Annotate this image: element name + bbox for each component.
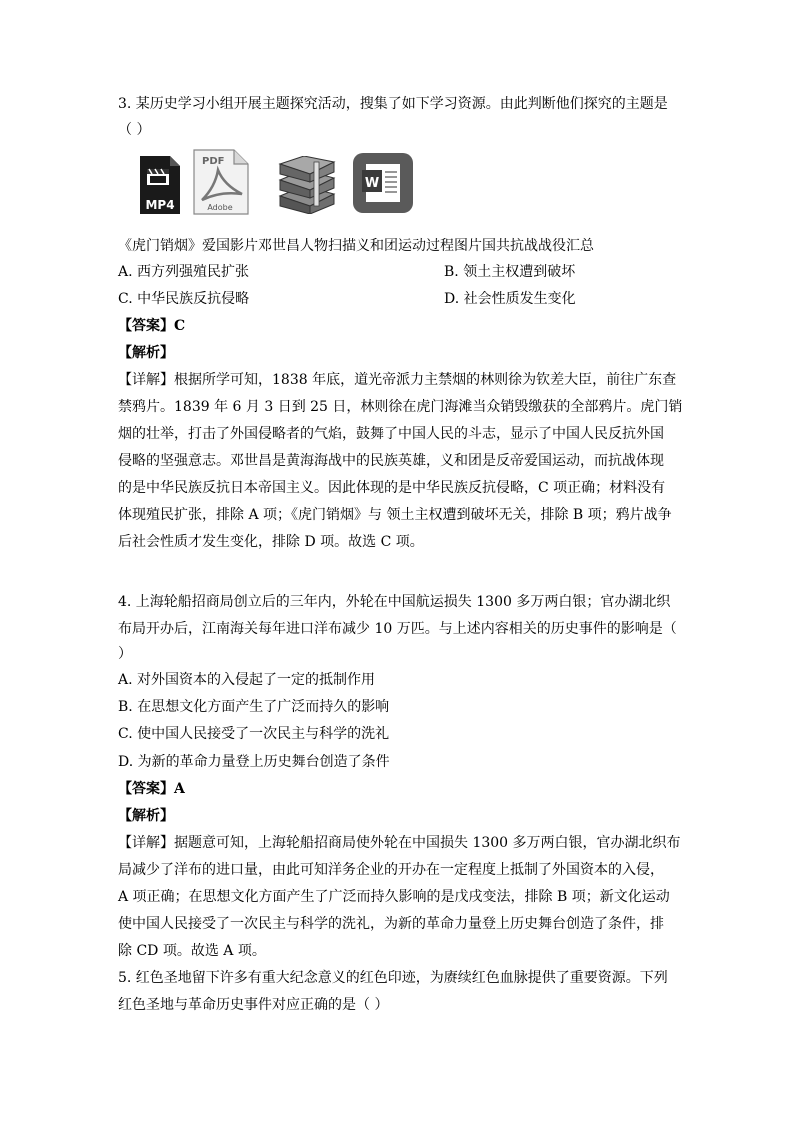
q3-option-c: C. 中华民族反抗侵略 [118, 291, 250, 307]
q4-stem-line-3: ） [118, 646, 132, 662]
q5-stem-line-1: 5. 红色圣地留下许多有重大纪念意义的红色印迹，为赓续红色血脉提供了重要资源。下列 [118, 970, 668, 986]
q3-detail-line: 侵略的坚强意志。邓世昌是黄海海战中的民族英雄，义和团是反帝爱国运动，而抗战体现 [118, 453, 664, 469]
word-document-icon [352, 152, 414, 214]
q4-detail-line: 【详解】据题意可知，上海轮船招商局使外轮在中国损失 1300 多万两白银，官办湖北织布 [118, 835, 681, 851]
q4-option-c: C. 使中国人民接受了一次民主与科学的洗礼 [118, 726, 390, 742]
q3-option-d: D. 社会性质发生变化 [444, 291, 576, 307]
mp4-label: MP4 [145, 198, 175, 212]
archive-icon [274, 156, 340, 214]
q3-resource-captions: 《虎门销烟》爱国影片邓世昌人物扫描义和团运动过程图片国共抗战战役汇总 [118, 238, 594, 254]
q3-detail-line: 后社会性质才发生变化，排除 D 项。故选 C 项。 [118, 534, 424, 550]
q3-answer: 【答案】C [118, 318, 186, 334]
resource-icons [138, 152, 418, 218]
q4-detail-line: 除 CD 项。故选 A 项。 [118, 943, 266, 959]
word-label: W [364, 176, 380, 191]
q4-answer: 【答案】A [118, 781, 185, 797]
q4-stem-line-2: 布局开办后，江南海关每年进口洋布减少 10 万匹。与上述内容相关的历史事件的影响是（ [118, 621, 677, 637]
mp4-file-icon [138, 152, 182, 218]
q4-detail-line: 使中国人民接受了一次民主与科学的洗礼，为新的革命力量登上历史舞台创造了条件，排 [118, 916, 664, 932]
pdf-file-icon [190, 148, 254, 218]
q4-detail-line: 局减少了洋布的进口量，由此可知洋务企业的开办在一定程度上抵制了外国资本的入侵， [118, 862, 664, 878]
q4-detail-line: A 项正确；在思想文化方面产生了广泛而持久影响的是戊戌变法，排除 B 项；新文化运动 [118, 889, 670, 905]
q4-option-b: B. 在思想文化方面产生了广泛而持久的影响 [118, 699, 390, 715]
q4-option-a: A. 对外国资本的入侵起了一定的抵制作用 [118, 672, 376, 688]
q3-analysis-heading: 【解析】 [118, 345, 174, 361]
q3-detail-line: 禁鸦片。1839 年 6 月 3 日到 25 日，林则徐在虎门海滩当众销毁缴获的全部鸦片。虎门销 [118, 399, 683, 415]
q4-option-d: D. 为新的革命力量登上历史舞台创造了条件 [118, 754, 390, 770]
q3-detail-line: 体现殖民扩张，排除 A 项；《虎门销烟》与 领土主权遭到破坏无关，排除 B 项；鸦片战争 [118, 507, 672, 523]
q5-stem-line-2: 红色圣地与革命历史事件对应正确的是（ ） [118, 997, 389, 1013]
q3-detail-line: 的是中华民族反抗日本帝国主义。因此体现的是中华民族反抗侵略，C 项正确；材料没有 [118, 480, 666, 496]
q4-analysis-heading: 【解析】 [118, 808, 174, 824]
q3-detail-line: 烟的壮举，打击了外国侵略者的气焰，鼓舞了中国人民的斗志，显示了中国人民反抗外国 [118, 426, 664, 442]
q3-option-a: A. 西方列强殖民扩张 [118, 264, 250, 280]
q3-detail-line: 【详解】根据所学可知，1838 年底，道光帝派力主禁烟的林则徐为钦差大臣，前往广东查 [118, 372, 677, 388]
adobe-label: Adobe [207, 203, 233, 212]
q4-stem-line-1: 4. 上海轮船招商局创立后的三年内，外轮在中国航运损失 1300 多万两白银；官办湖北织 [118, 594, 671, 610]
pdf-label: PDF [202, 156, 225, 167]
q3-stem-line-1: 3. 某历史学习小组开展主题探究活动，搜集了如下学习资源。由此判断他们探究的主题是 [118, 96, 668, 112]
q3-stem-line-2: （ ） [118, 122, 151, 138]
q3-option-b: B. 领土主权遭到破坏 [444, 264, 576, 280]
